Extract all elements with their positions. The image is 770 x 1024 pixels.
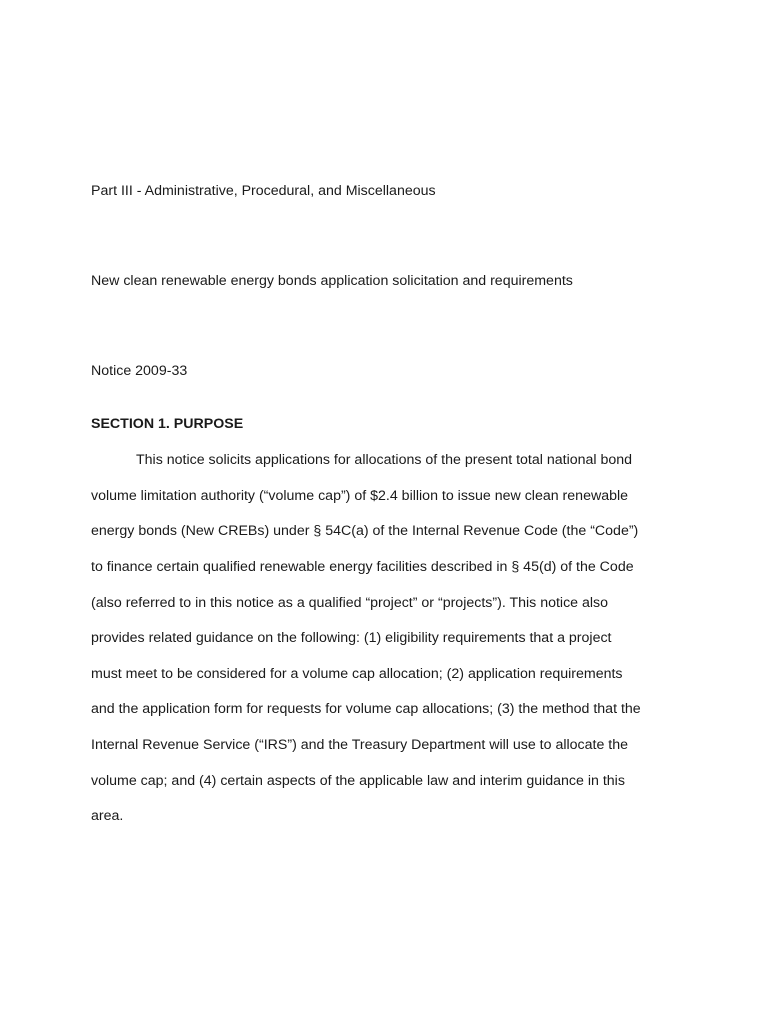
paragraph-line: volume limitation authority (“volume cap”) of $2.4 billion to issue new clean renewable: [91, 488, 629, 504]
paragraph-line: and the application form for requests for volume cap allocations; (3) the method that the: [91, 701, 641, 717]
document-subject: New clean renewable energy bonds application solicitation and requirements: [91, 273, 573, 289]
notice-number: Notice 2009-33: [91, 363, 188, 379]
paragraph-line: This notice solicits applications for allocations of the present total national bond: [136, 452, 633, 468]
paragraph-line: area.: [91, 808, 124, 824]
paragraph-line: provides related guidance on the following: (1) eligibility requirements that a project: [91, 630, 612, 646]
paragraph-line: to finance certain qualified renewable energy facilities described in § 45(d) of the Code: [91, 559, 634, 575]
paragraph-line: volume cap; and (4) certain aspects of the applicable law and interim guidance in this: [91, 773, 625, 789]
section-heading: SECTION 1. PURPOSE: [91, 416, 244, 432]
paragraph-line: must meet to be considered for a volume cap allocation; (2) application requirements: [91, 666, 623, 682]
paragraph-line: (also referred to in this notice as a qualified “project” or “projects”). This notice also: [91, 595, 609, 611]
paragraph-line: energy bonds (New CREBs) under § 54C(a) of the Internal Revenue Code (the “Code”): [91, 523, 639, 539]
part-title: Part III - Administrative, Procedural, and Miscellaneous: [91, 183, 436, 199]
paragraph-line: Internal Revenue Service (“IRS”) and the Treasury Department will use to allocate the: [91, 737, 629, 753]
